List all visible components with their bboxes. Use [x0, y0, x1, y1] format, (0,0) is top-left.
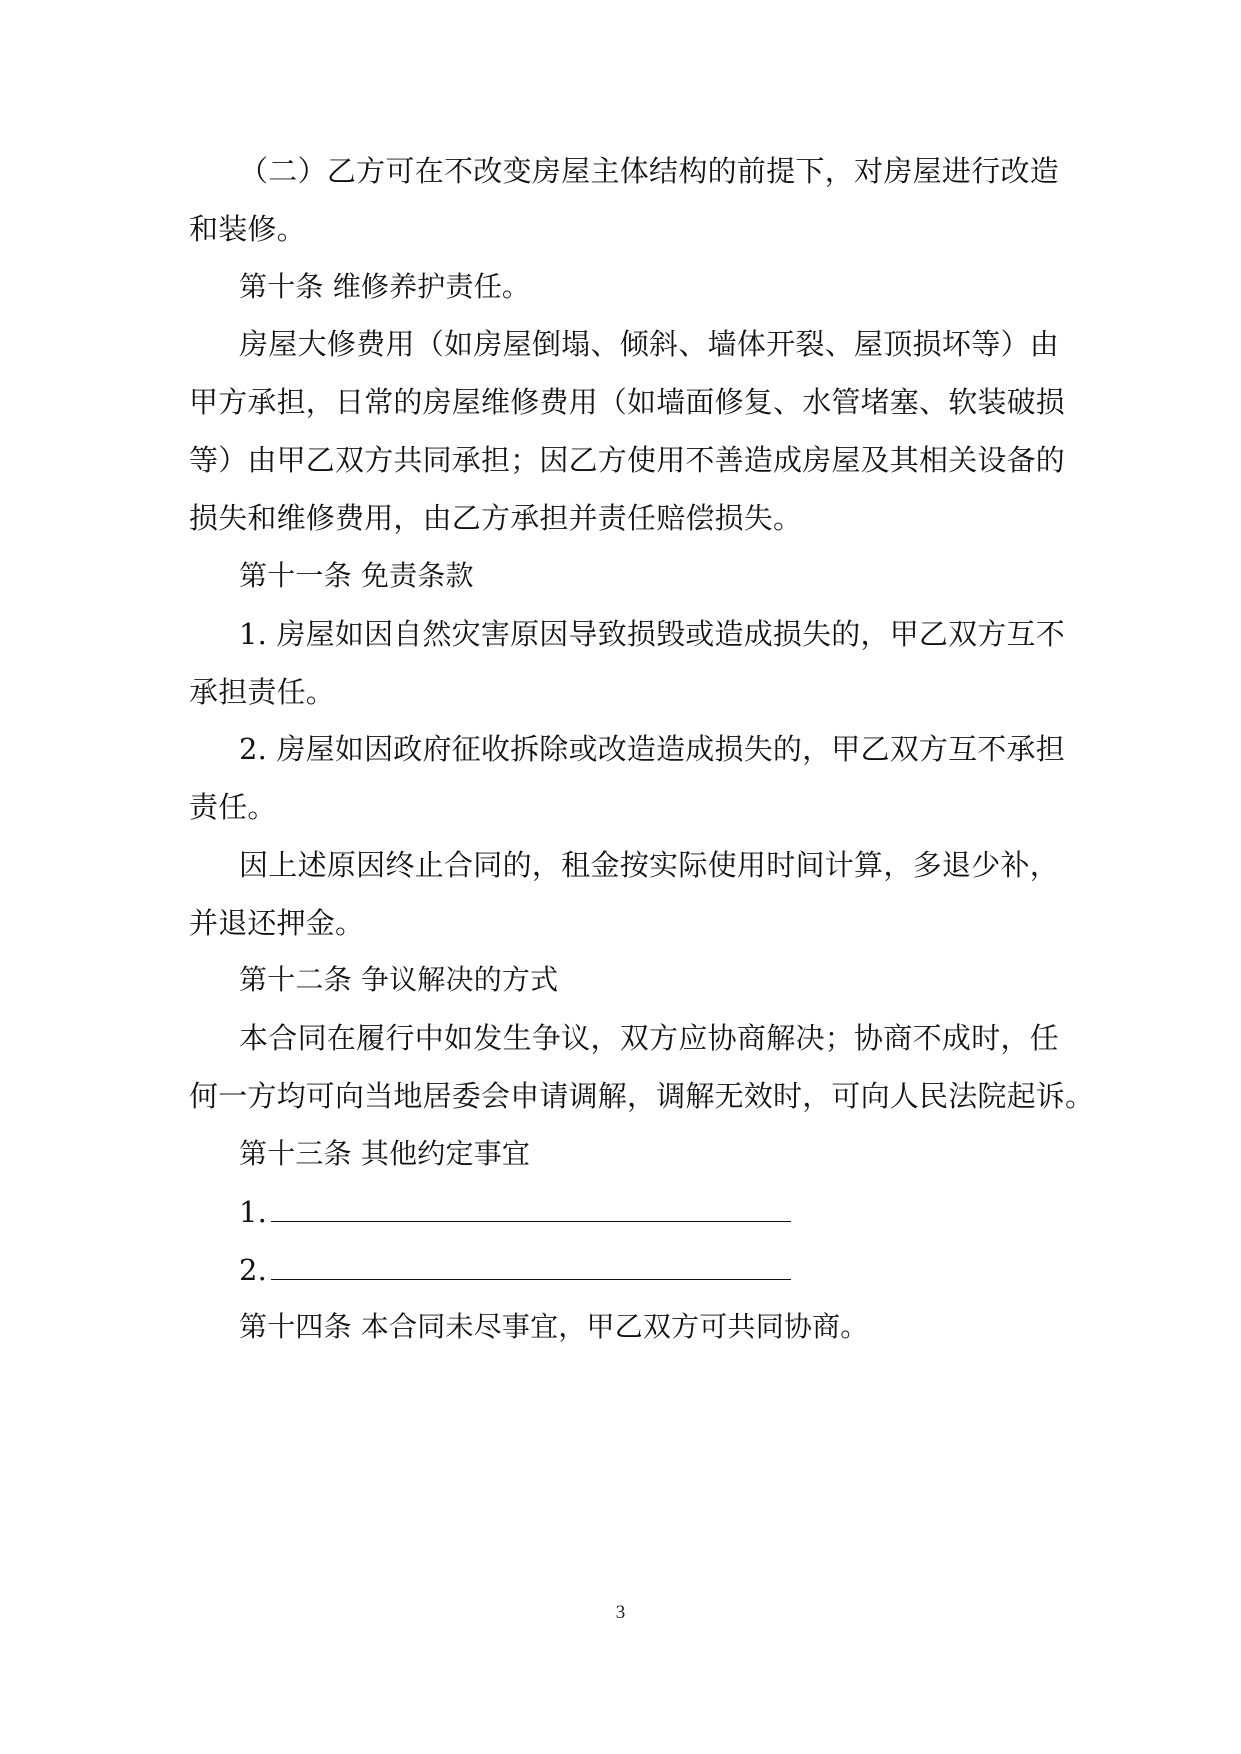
item-number: 2. [239, 1253, 268, 1287]
paragraph-line: （二）乙方可在不改变房屋主体结构的前提下，对房屋进行改造 [239, 154, 1059, 188]
item-number: 1. [239, 1195, 268, 1229]
paragraph-line: 本合同在履行中如发生争议，双方应协商解决；协商不成时，任 [239, 1021, 1059, 1055]
article-14-heading: 第十四条 本合同未尽事宜，甲乙双方可共同协商。 [239, 1310, 869, 1343]
article-13-heading: 第十三条 其他约定事宜 [239, 1137, 531, 1170]
paragraph-line: 等）由甲乙双方共同承担；因乙方使用不善造成房屋及其相关设备的 [189, 443, 1066, 477]
paragraph-line: 并退还押金。 [189, 906, 365, 940]
article-12-heading: 第十二条 争议解决的方式 [239, 963, 559, 996]
paragraph-line: 甲方承担，日常的房屋维修费用（如墙面修复、水管堵塞、软装破损 [189, 385, 1066, 419]
paragraph-line: 1. 房屋如因自然灾害原因导致损毁或造成损失的，甲乙双方互不 [239, 617, 1065, 651]
other-item-1 [239, 1192, 1059, 1232]
paragraph-line: 房屋大修费用（如房屋倒塌、倾斜、墙体开裂、屋顶损坏等）由 [239, 327, 1059, 361]
paragraph-line: 责任。 [189, 790, 277, 824]
other-item-2 [239, 1250, 1059, 1290]
article-10-heading: 第十条 维修养护责任。 [239, 270, 531, 303]
paragraph-line: 承担责任。 [189, 675, 336, 709]
fill-in-blank[interactable] [271, 1195, 791, 1222]
article-11-heading: 第十一条 免责条款 [239, 559, 474, 592]
fill-in-blank[interactable] [271, 1253, 791, 1280]
paragraph-line: 因上述原因终止合同的，租金按实际使用时间计算，多退少补， [239, 848, 1059, 882]
paragraph-line: 2. 房屋如因政府征收拆除或改造造成损失的，甲乙双方互不承担 [239, 732, 1065, 766]
paragraph-line: 何一方均可向当地居委会申请调解，调解无效时，可向人民法院起诉。 [189, 1079, 1095, 1113]
paragraph-line: 损失和维修费用，由乙方承担并责任赔偿损失。 [189, 501, 803, 535]
paragraph-line: 和装修。 [189, 212, 306, 246]
page-number: 3 [615, 1602, 626, 1623]
